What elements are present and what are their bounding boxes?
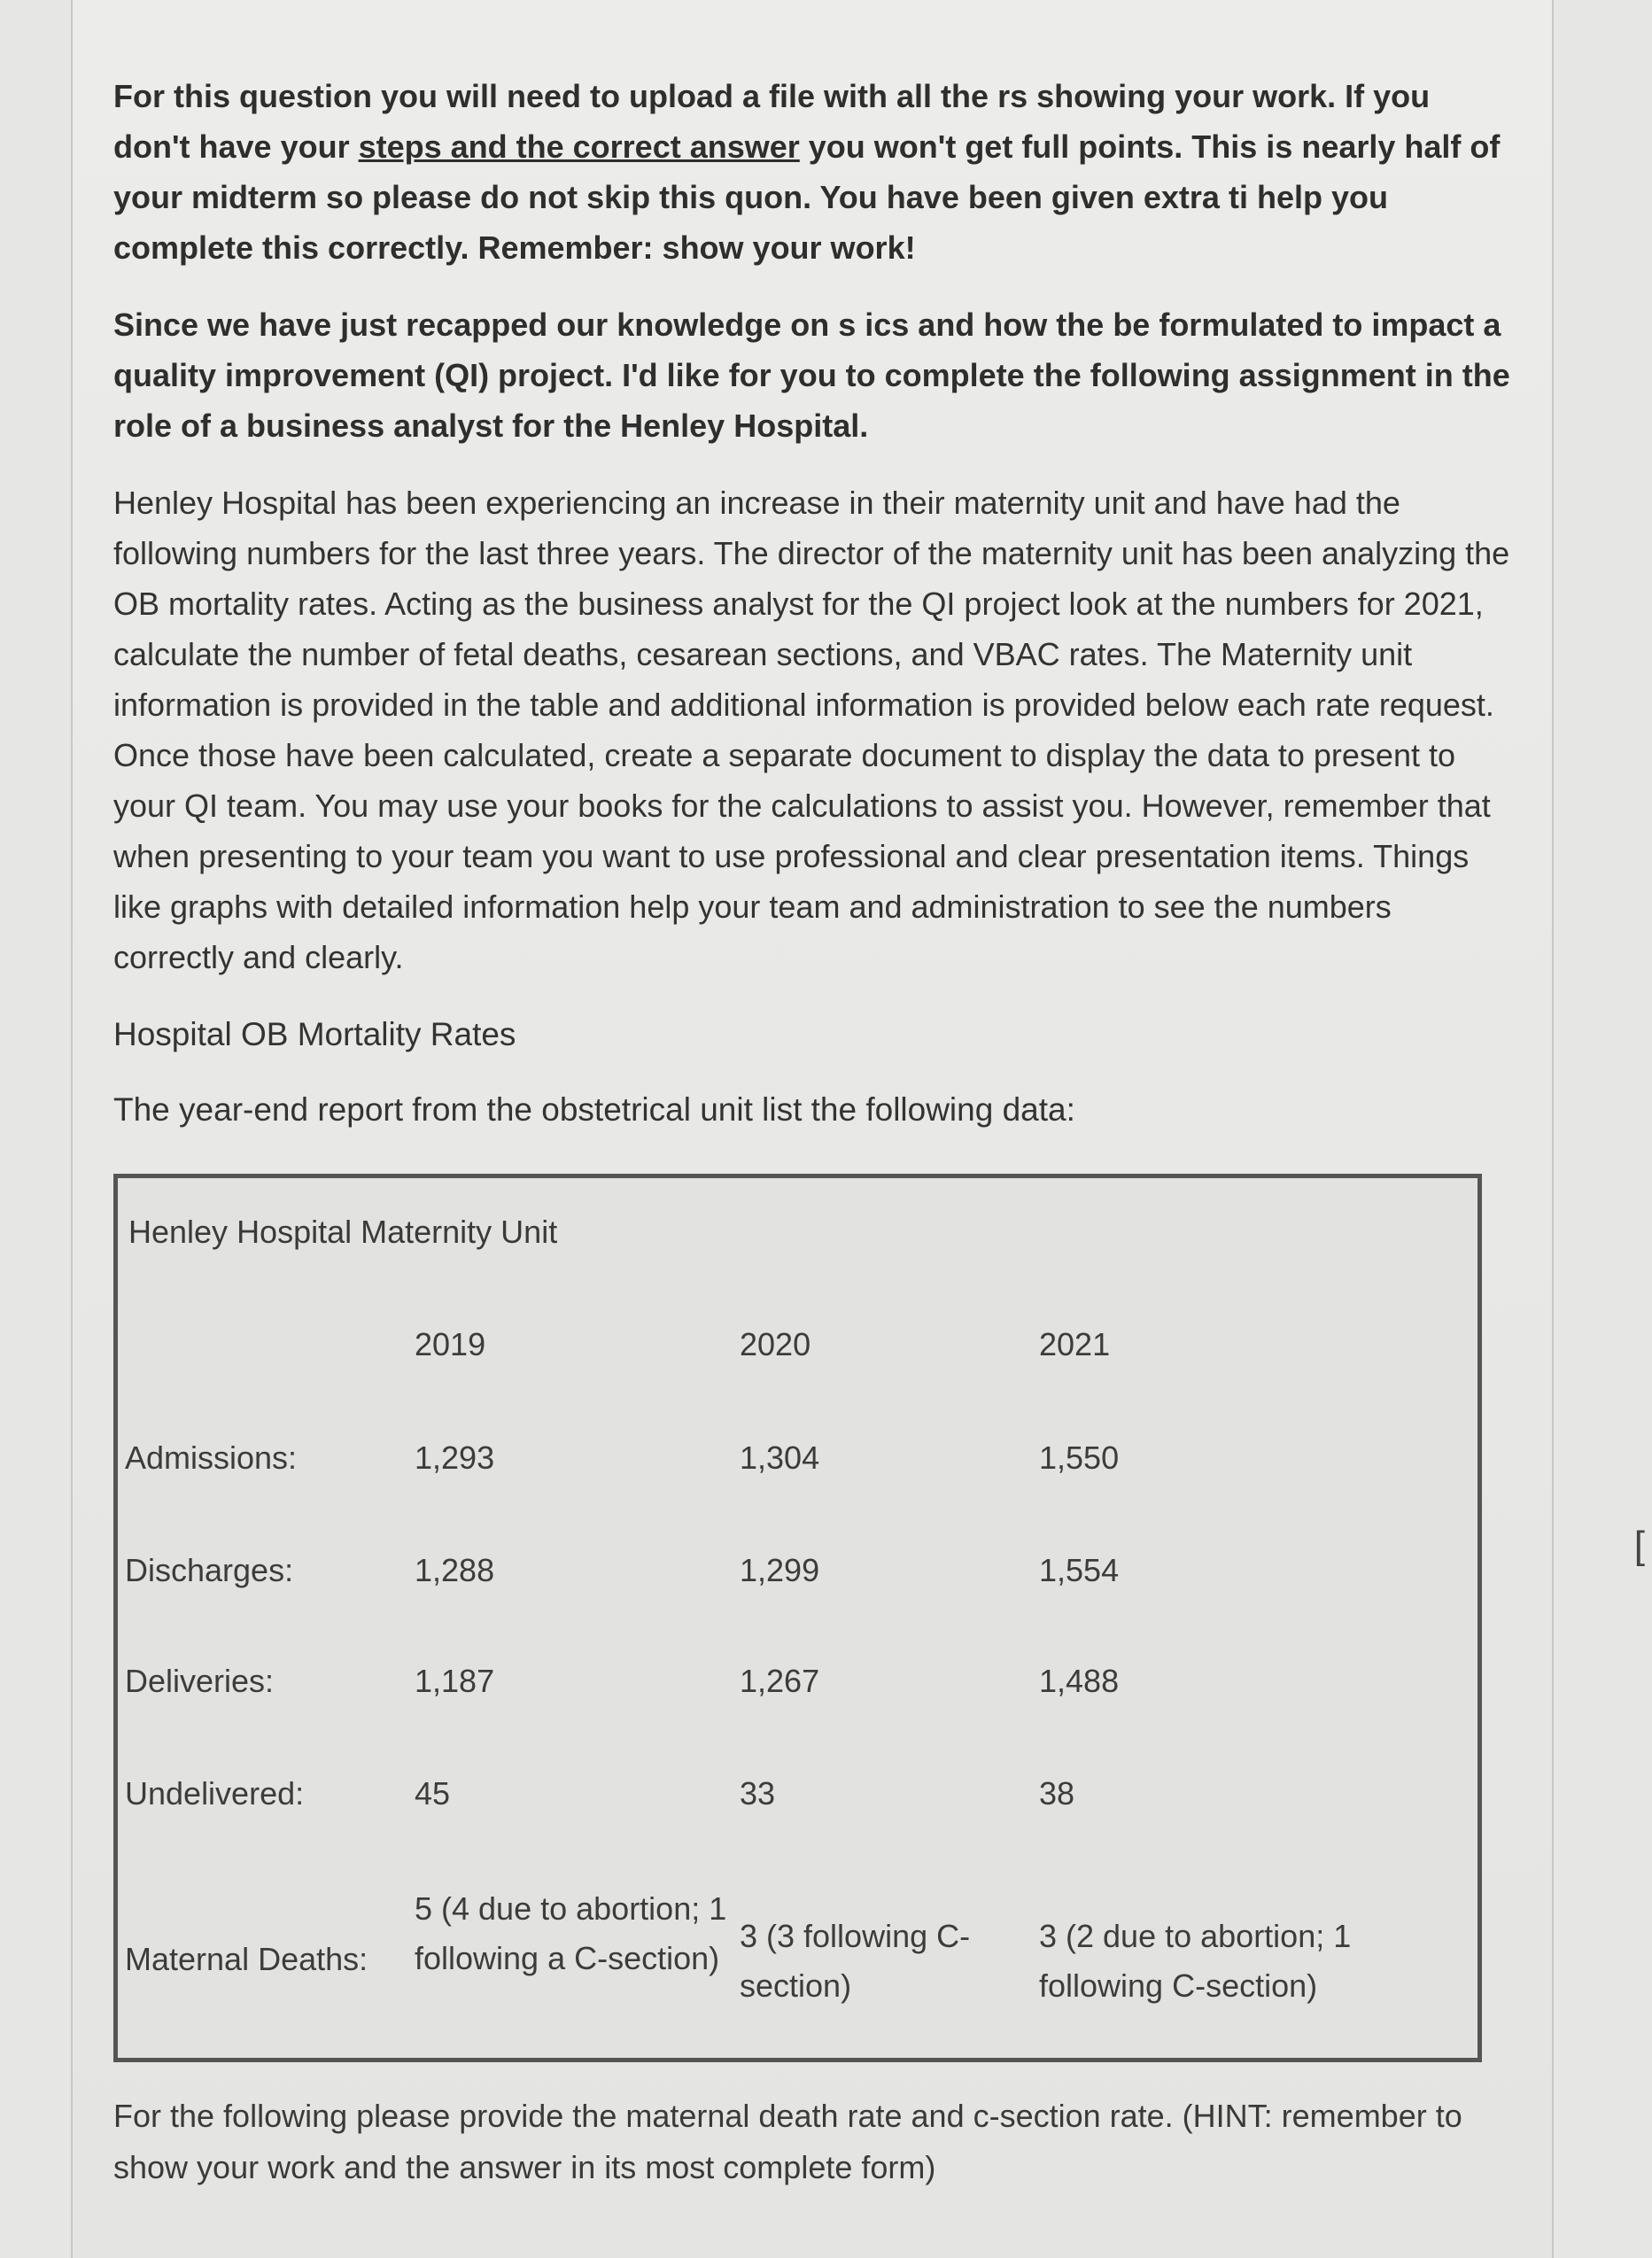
- instructions-text-3: you won't get full points. This is nearly half of your midterm so please do not skip this qu: [113, 128, 1501, 215]
- instructions-text-2: rs showing your work. If you don't have your: [113, 78, 1431, 165]
- admissions-2020: 1,304: [740, 1439, 820, 1476]
- instructions-paragraph: [113, 71, 1513, 273]
- discharges-2019: 1,288: [415, 1552, 495, 1588]
- discharges-2021: 1,554: [1039, 1552, 1120, 1588]
- row-label-maternal-deaths: Maternal Deaths:: [125, 1941, 368, 1977]
- row-label-discharges: Discharges:: [125, 1552, 294, 1588]
- maternity-table: [113, 1174, 1482, 2062]
- undelivered-2021: 38: [1039, 1775, 1075, 1812]
- admissions-2019: 1,293: [415, 1439, 495, 1476]
- context-text-3: be formulated to impact a quality improvement (QI) project. I'd like for you to complete the following assignment in the role of a business analyst for the Henley Hospital.: [113, 306, 1510, 444]
- year-header-2020: 2020: [740, 1326, 811, 1362]
- row-label-admissions: Admissions:: [125, 1439, 298, 1476]
- instructions-text-5: help you complete this correctly. Remember: show your work!: [113, 179, 1388, 266]
- year-header-2021: 2021: [1039, 1326, 1111, 1362]
- undelivered-2019: 45: [415, 1775, 451, 1812]
- scenario-paragraph: Henley Hospital has been experiencing an increase in their maternity unit and have had the following numbers for the last three years. The director of the maternity unit has been analyzing the OB mortality rates. Acting as the business analyst for the QI project look at the numbers for 2021, calculate the number of fetal deaths, cesarean sections, and VBAC rates. The Maternity unit information is provided in the table and additional information is provided below each rate request. Once those have been calculated, create a separate document to display the data to present to your QI team. You may use your books for the calculations to assist you. However, remember that when presenting to your team you want to use professional and clear presentation items. Things like graphs with detailed information help your team and administration to see the numbers correctly and clearly.: [113, 485, 1510, 975]
- deliveries-2020: 1,267: [740, 1663, 820, 1699]
- section-heading: Hospital OB Mortality Rates: [113, 1016, 516, 1052]
- edge-bracket-icon: [: [1633, 1524, 1645, 1567]
- context-paragraph: [113, 299, 1513, 451]
- follow-up-instructions: For the following please provide the maternal death rate and c-section rate. (HINT: remember to show your work and the answer in its most complete form): [113, 2098, 1462, 2185]
- question-content: [113, 71, 1513, 1160]
- row-label-deliveries: Deliveries:: [125, 1663, 275, 1699]
- context-text-1: Since we have just recapped our knowledge on s: [113, 306, 857, 343]
- context-text-2: ics and how the: [865, 306, 1105, 343]
- year-header-2019: 2019: [415, 1326, 486, 1362]
- maternal-deaths-2020: 3 (3 following C-section): [740, 1918, 971, 2004]
- report-line: The year-end report from the obstetrical unit list the following data:: [113, 1091, 1075, 1128]
- maternal-deaths-2021: 3 (2 due to abortion; 1 following C-section): [1039, 1918, 1352, 2004]
- maternal-deaths-2019: 5 (4 due to abortion; 1 following a C-section): [415, 1890, 727, 1976]
- deliveries-2019: 1,187: [415, 1663, 495, 1699]
- admissions-2021: 1,550: [1039, 1439, 1120, 1476]
- instructions-underlined: steps and the correct answer: [358, 128, 800, 165]
- instructions-text-1: For this question you will need to upload a file with all the: [113, 78, 998, 114]
- table-title: Henley Hospital Maternity Unit: [128, 1214, 558, 1250]
- instructions-text-4: on. You have been given extra ti: [764, 179, 1248, 215]
- deliveries-2021: 1,488: [1039, 1663, 1120, 1699]
- row-label-undelivered: Undelivered:: [125, 1775, 305, 1812]
- undelivered-2020: 33: [740, 1775, 776, 1812]
- discharges-2020: 1,299: [740, 1552, 820, 1588]
